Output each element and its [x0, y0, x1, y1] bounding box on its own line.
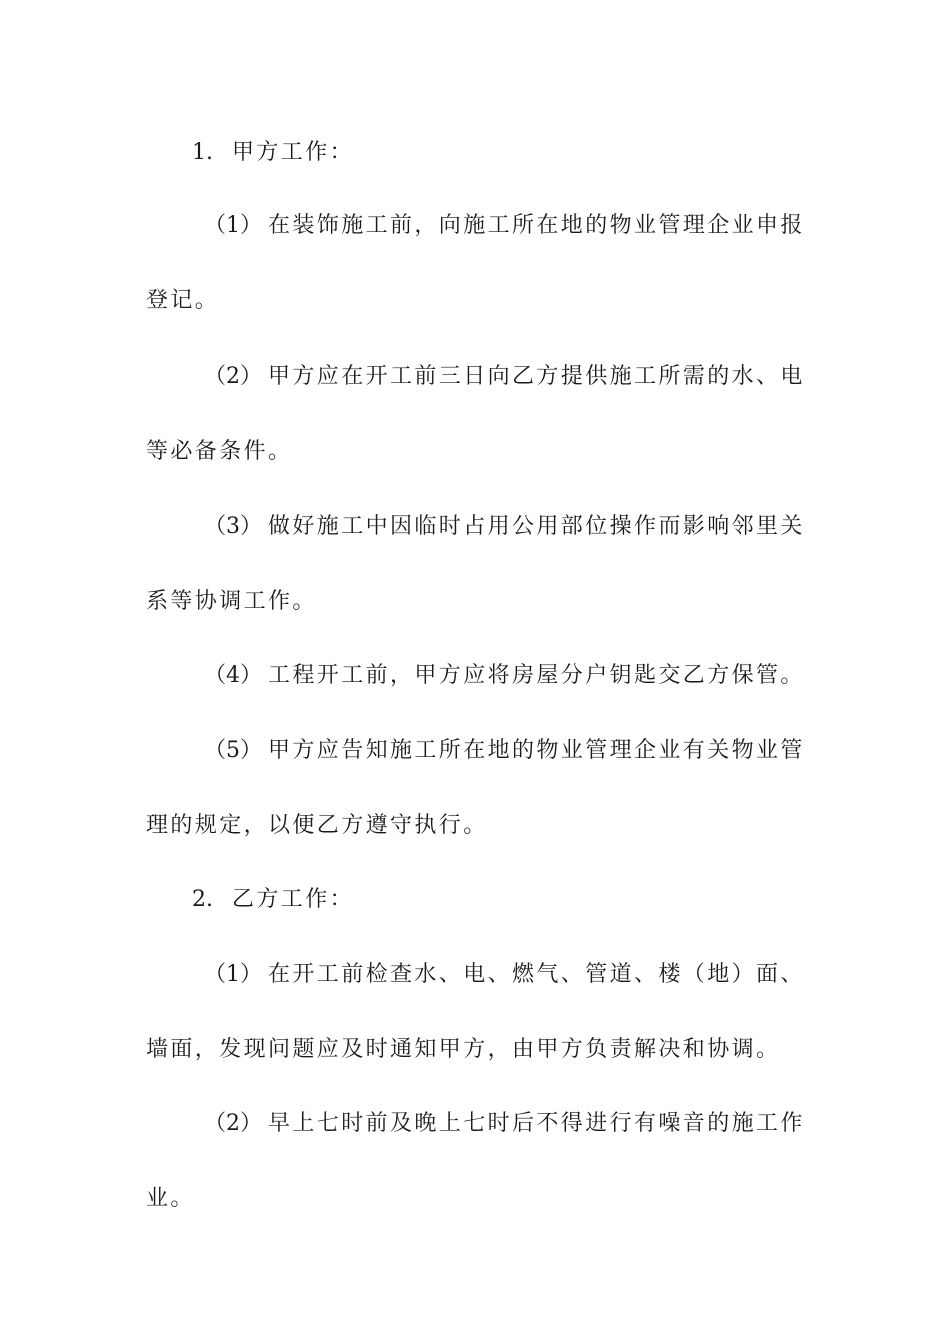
section1-item3-line1 [0, 512, 950, 542]
item-text: 早上七时前及晚上七时后不得进行有噪音的施工作 [268, 1111, 805, 1136]
section1-item2-line2: 等必备条件。 [146, 439, 293, 464]
section1-item1-line1 [0, 211, 950, 241]
item-number: （2） [204, 364, 262, 389]
section2-item2-line2: 业。 [146, 1186, 195, 1211]
section1-item4-line1 [0, 661, 950, 691]
item-text: 在开工前检查水、电、燃气、管道、楼（地）面、 [268, 962, 805, 987]
item-text: 工程开工前，甲方应将房屋分户钥匙交乙方保管。 [268, 663, 805, 688]
section1-item3-line2: 系等协调工作。 [146, 589, 317, 614]
section1-item2-line1 [0, 362, 950, 392]
section2-item2-line1 [0, 1109, 950, 1139]
section1-item1-line2: 登记。 [146, 288, 220, 313]
section2-number: 2. [192, 887, 213, 912]
item-number: （1） [204, 213, 262, 238]
item-text: 甲方应告知施工所在地的物业管理企业有关物业管 [268, 738, 805, 763]
section2-item1-line1 [0, 960, 950, 990]
section2-item1-line2: 墙面，发现问题应及时通知甲方，由甲方负责解决和协调。 [146, 1037, 781, 1062]
item-number: （4） [204, 663, 262, 688]
section1-heading [0, 138, 950, 168]
section1-item5-line1 [0, 736, 950, 766]
item-number: （3） [204, 514, 262, 539]
item-number: （5） [204, 738, 262, 763]
section2-title: 乙方工作： [232, 887, 355, 912]
section1-item5-line2: 理的规定，以便乙方遵守执行。 [146, 813, 488, 838]
item-number: （1） [204, 962, 262, 987]
item-number: （2） [204, 1111, 262, 1136]
section1-title: 甲方工作： [232, 140, 355, 165]
item-text: 做好施工中因临时占用公用部位操作而影响邻里关 [268, 514, 805, 539]
section2-heading [0, 885, 950, 915]
section1-number: 1. [192, 140, 213, 165]
item-text: 甲方应在开工前三日向乙方提供施工所需的水、电 [268, 364, 805, 389]
item-text: 在装饰施工前，向施工所在地的物业管理企业申报 [268, 213, 805, 238]
